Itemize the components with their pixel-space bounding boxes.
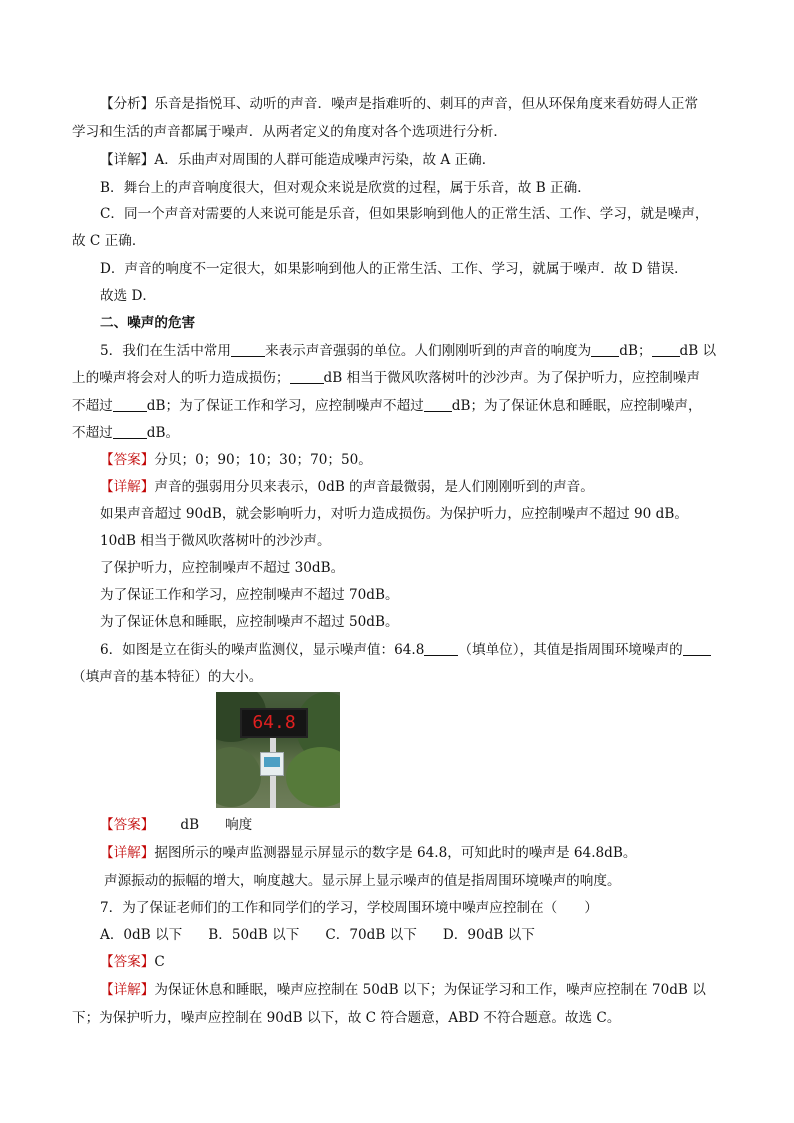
noise-monitor-photo bbox=[216, 692, 340, 808]
blank bbox=[683, 641, 711, 656]
choice-line: 故选 D． bbox=[100, 288, 157, 304]
blank bbox=[591, 342, 619, 357]
detail-line-b: B．舞台上的声音响度很大，但对观众来说是欣赏的过程，属于乐音，故 B 正确． bbox=[100, 180, 591, 196]
q6-text: 6．如图是立在街头的噪声监测仪，显示噪声值：64.8 bbox=[100, 642, 425, 658]
q5-detail-3: 10dB 相当于微风吹落树叶的沙沙声。 bbox=[100, 533, 331, 549]
answer-text: 分贝；0；90；10；30；70；50。 bbox=[154, 452, 372, 468]
detail-text: A．乐曲声对周围的人群可能造成噪声污染，故 A 正确． bbox=[154, 152, 496, 168]
q5-text: dB 以 bbox=[679, 343, 717, 359]
q7-detail-1 bbox=[100, 980, 706, 1000]
answer-property: 响度 bbox=[225, 817, 253, 833]
noise-display-screen: 64.8 bbox=[240, 708, 308, 738]
q6-detail-1 bbox=[100, 843, 636, 863]
q6-text: （填单位），其值是指周围环境噪声的 bbox=[458, 642, 683, 658]
answer-tag: 【答案】 bbox=[100, 954, 155, 970]
q5-text: dB； bbox=[619, 343, 652, 359]
monitor-screen bbox=[264, 757, 280, 767]
q7-answer bbox=[100, 952, 165, 972]
monitor-box bbox=[260, 752, 284, 776]
q5-text: 不超过 bbox=[72, 425, 113, 441]
blank bbox=[424, 641, 458, 656]
blank bbox=[424, 397, 452, 412]
q6-detail-2: 声源振动的振幅的增大，响度越大。显示屏上显示噪声的值是指周围环境噪声的响度。 bbox=[104, 873, 621, 889]
answer-tag: 【答案】 bbox=[100, 452, 155, 468]
detail-text: 据图所示的噪声监测器显示屏显示的数字是 64.8，可知此时的噪声是 64.8dB。 bbox=[154, 845, 637, 861]
q5-line-2 bbox=[72, 368, 700, 388]
q6-answer bbox=[100, 815, 252, 835]
q7-options bbox=[100, 925, 535, 945]
detail-text: 为保证休息和睡眠，噪声应控制在 50dB 以下；为保证学习和工作，噪声应控制在 70dB 以 bbox=[154, 982, 706, 998]
q5-text: 5．我们在生活中常用 bbox=[100, 343, 231, 359]
detail-tag: 【详解】 bbox=[100, 479, 155, 495]
tree-foliage bbox=[286, 747, 340, 807]
q6-line-1 bbox=[100, 640, 711, 660]
q5-text: dB；为了保证工作和学习，应控制噪声不超过 bbox=[146, 398, 424, 414]
q5-line-3 bbox=[72, 396, 702, 416]
answer-text: C bbox=[154, 954, 165, 970]
blank bbox=[113, 397, 147, 412]
blank bbox=[231, 342, 265, 357]
q5-answer bbox=[100, 450, 372, 470]
q5-detail-1 bbox=[100, 477, 594, 497]
tree-foliage bbox=[216, 747, 261, 807]
q5-detail-4: 了保护听力，应控制噪声不超过 30dB。 bbox=[100, 560, 345, 576]
q5-text: 不超过 bbox=[72, 398, 113, 414]
answer-tag: 【答案】 bbox=[100, 817, 155, 833]
q5-text: dB；为了保证休息和睡眠，应控制噪声， bbox=[451, 398, 702, 414]
blank bbox=[290, 369, 324, 384]
q5-text: 来表示声音强弱的单位。人们刚刚听到的声音的响度为 bbox=[265, 343, 592, 359]
blank bbox=[113, 424, 147, 439]
q6-line-2: （填声音的基本特征）的大小。 bbox=[72, 669, 263, 685]
option-c: C．70dB 以下 bbox=[325, 927, 417, 943]
detail-tag: 【详解】 bbox=[100, 982, 155, 998]
q5-line-4 bbox=[72, 423, 179, 443]
detail-text: 声音的强弱用分贝来表示，0dB 的声音最微弱，是人们刚刚听到的声音。 bbox=[154, 479, 594, 495]
q5-text: dB 相当于微风吹落树叶的沙沙声。为了保护听力，应控制噪声 bbox=[323, 370, 700, 386]
option-a: A．0dB 以下 bbox=[100, 927, 183, 943]
analysis-tag: 【分析】 bbox=[100, 96, 155, 112]
q5-text: 上的噪声将会对人的听力造成损伤； bbox=[72, 370, 290, 386]
detail-line-c: C．同一个声音对需要的人来说可能是乐音，但如果影响到他人的正常生活、工作、学习，就是噪声， bbox=[100, 206, 709, 222]
analysis-line-1 bbox=[100, 94, 698, 114]
detail-tag: 【详解】 bbox=[100, 152, 155, 168]
analysis-line-2: 学习和生活的声音都属于噪声．从两者定义的角度对各个选项进行分析． bbox=[72, 124, 507, 140]
q5-detail-5: 为了保证工作和学习，应控制噪声不超过 70dB。 bbox=[100, 587, 399, 603]
option-b: B．50dB 以下 bbox=[208, 927, 300, 943]
detail-tag: 【详解】 bbox=[100, 845, 155, 861]
analysis-text: 乐音是指悦耳、动听的声音．噪声是指难听的、刺耳的声音，但从环保角度来看妨碍人正常 bbox=[154, 96, 699, 112]
q5-text: dB。 bbox=[146, 425, 180, 441]
q7-detail-2: 下；为保护听力，噪声应控制在 90dB 以下，故 C 符合题意，ABD 不符合题意。故选 C。 bbox=[72, 1010, 621, 1026]
detail-line-c-cont: 故 C 正确． bbox=[72, 233, 146, 249]
section-title: 二、噪声的危害 bbox=[100, 315, 196, 331]
q5-line-1 bbox=[100, 341, 716, 361]
q5-detail-2: 如果声音超过 90dB，就会影响听力，对听力造成损伤。为保护听力，应控制噪声不超过 90 dB。 bbox=[100, 506, 688, 522]
detail-line-d: D．声音的响度不一定很大，如果影响到他人的正常生活、工作、学习，就属于噪声．故 D 错误． bbox=[100, 261, 688, 277]
blank bbox=[652, 342, 680, 357]
answer-unit: dB bbox=[180, 817, 200, 833]
q5-detail-6: 为了保证休息和睡眠，应控制噪声不超过 50dB。 bbox=[100, 614, 399, 630]
q7-question: 7．为了保证老师们的工作和同学们的学习，学校周围环境中噪声应控制在（ ） bbox=[100, 900, 599, 916]
detail-line-a bbox=[100, 150, 495, 170]
option-d: D．90dB 以下 bbox=[442, 927, 535, 943]
